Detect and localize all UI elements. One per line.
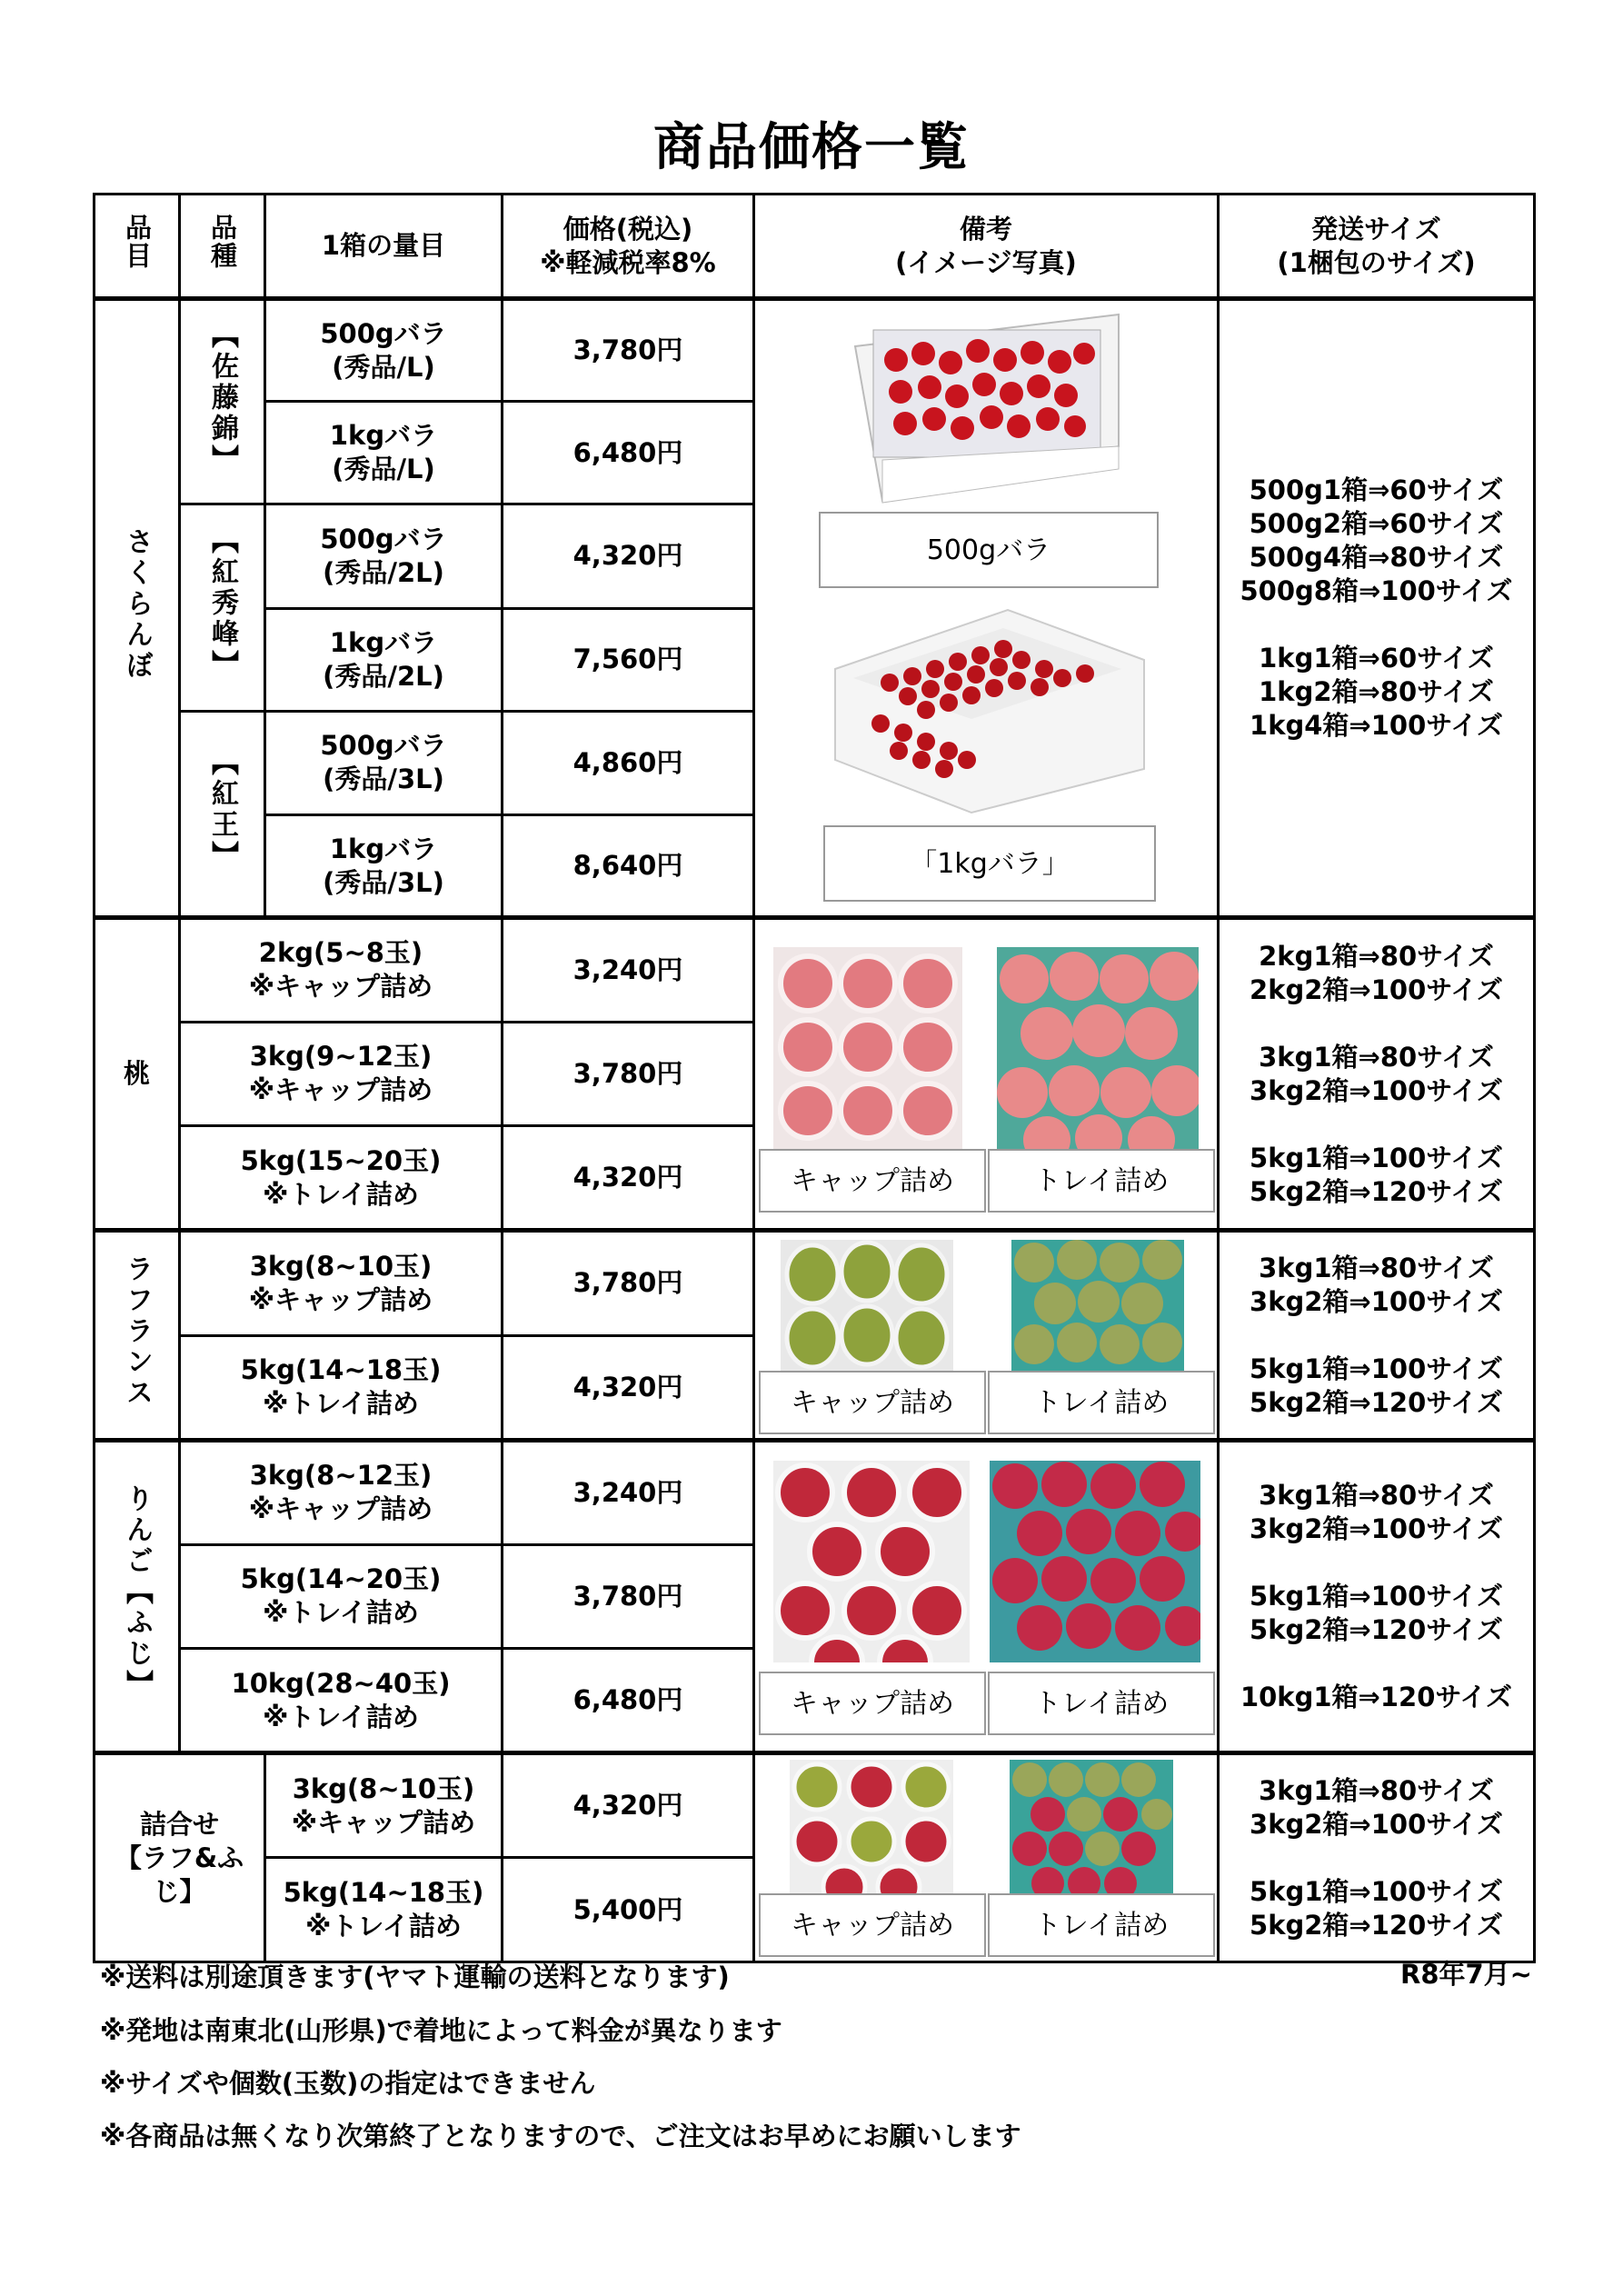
cherry-1kg-photo	[826, 605, 1150, 814]
qty-cell: 500gバラ (秀品/3L)	[265, 711, 503, 815]
price-cell: 7,560円	[503, 608, 754, 711]
cherry-500g-photo	[846, 310, 1128, 508]
price-cell: 4,860円	[503, 711, 754, 815]
page-title: 商品価格一覧	[653, 118, 970, 177]
note-origin: ※発地は南東北(山形県)で着地によって料金が異なります	[100, 2015, 782, 2046]
peach-cap-caption: キャップ詰め	[759, 1149, 986, 1213]
qty-cell: 5kg(14~18玉) ※トレイ詰め	[180, 1335, 503, 1441]
price-cell: 5,400円	[503, 1858, 754, 1962]
ringo-sizes: 3kg1箱⇒80サイズ 3kg2箱⇒100サイズ 5kg1箱⇒100サイズ 5kg2箱⇒120サイズ 10kg1箱⇒120サイズ	[1219, 1441, 1535, 1753]
apple-tray-caption: トレイ詰め	[988, 1672, 1215, 1735]
qty-cell: 5kg(14~18玉) ※トレイ詰め	[265, 1858, 503, 1962]
item-momo: 桃	[95, 918, 180, 1231]
qty-cell: 5kg(14~20玉) ※トレイ詰め	[180, 1544, 503, 1649]
qty-cell: 3kg(8~12玉) ※キャップ詰め	[180, 1441, 503, 1545]
header-size: 発送サイズ (1梱包のサイズ)	[1219, 195, 1535, 299]
apple-cap-caption: キャップ詰め	[759, 1672, 986, 1735]
tsumeawase-photos	[754, 1753, 1219, 1962]
price-cell: 3,780円	[503, 1022, 754, 1126]
pear-tray-caption: トレイ詰め	[988, 1371, 1215, 1434]
variety-beni-shuho: 【紅秀峰】	[180, 504, 265, 712]
price-cell: 4,320円	[503, 1126, 754, 1231]
item-ringo: りんご【ふじ】	[95, 1441, 180, 1753]
momo-photos	[754, 918, 1219, 1231]
header-item: 品目	[95, 195, 180, 299]
price-cell: 6,480円	[503, 1649, 754, 1753]
price-cell: 4,320円	[503, 1753, 754, 1858]
qty-cell: 500gバラ (秀品/2L)	[265, 504, 503, 609]
price-cell: 8,640円	[503, 815, 754, 918]
sakuranbo-sizes: 500g1箱⇒60サイズ 500g2箱⇒60サイズ 500g4箱⇒80サイズ 500g8箱⇒100サイズ 1kg1箱⇒60サイズ 1kg2箱⇒80サイズ 1kg4箱⇒100サイズ	[1219, 299, 1535, 918]
price-cell: 3,780円	[503, 1544, 754, 1649]
variety-beni-oh: 【紅王】	[180, 711, 265, 918]
price-cell: 6,480円	[503, 402, 754, 504]
note-stock: ※各商品は無くなり次第終了となりますので、ご注文はお早めにお願いします	[100, 2121, 1021, 2151]
qty-cell: 1kgバラ (秀品/L)	[265, 402, 503, 504]
price-cell: 4,320円	[503, 504, 754, 609]
lafrance-photos	[754, 1231, 1219, 1441]
mix-cap-caption: キャップ詰め	[759, 1893, 986, 1957]
price-table	[93, 193, 1536, 1963]
peach-tray-caption: トレイ詰め	[988, 1149, 1215, 1213]
peach-cap-photo	[773, 947, 962, 1149]
qty-cell: 10kg(28~40玉) ※トレイ詰め	[180, 1649, 503, 1753]
header-variety: 品種	[180, 195, 265, 299]
qty-cell: 3kg(8~10玉) ※キャップ詰め	[180, 1231, 503, 1336]
ringo-photos	[754, 1441, 1219, 1753]
apple-cap-photo	[773, 1461, 970, 1662]
note-size: ※サイズや個数(玉数)の指定はできません	[100, 2068, 596, 2099]
cherry-500g-caption: 500gバラ	[819, 512, 1159, 588]
momo-sizes: 2kg1箱⇒80サイズ 2kg2箱⇒100サイズ 3kg1箱⇒80サイズ 3kg2箱⇒100サイズ 5kg1箱⇒100サイズ 5kg2箱⇒120サイズ	[1219, 918, 1535, 1231]
item-sakuranbo: さくらんぼ	[95, 299, 180, 918]
pear-tray-photo	[1011, 1240, 1184, 1372]
peach-tray-photo	[997, 947, 1199, 1149]
item-tsumeawase: 詰合せ 【ラフ&ふ じ】	[95, 1753, 265, 1962]
sakuranbo-photos	[754, 299, 1219, 918]
price-cell: 3,780円	[503, 1231, 754, 1336]
qty-cell: 5kg(15~20玉) ※トレイ詰め	[180, 1126, 503, 1231]
price-cell: 3,780円	[503, 299, 754, 402]
qty-cell: 1kgバラ (秀品/3L)	[265, 815, 503, 918]
cherry-1kg-caption: 「1kgバラ」	[823, 825, 1156, 902]
mix-tray-caption: トレイ詰め	[988, 1893, 1215, 1957]
pear-cap-caption: キャップ詰め	[759, 1371, 986, 1434]
header-note: 備考 (イメージ写真)	[754, 195, 1219, 299]
qty-cell: 3kg(9~12玉) ※キャップ詰め	[180, 1022, 503, 1126]
mix-cap-photo	[790, 1760, 953, 1896]
qty-cell: 1kgバラ (秀品/2L)	[265, 608, 503, 711]
variety-satonishiki: 【佐藤錦】	[180, 299, 265, 504]
mix-tray-photo	[1010, 1760, 1173, 1896]
header-qty: 1箱の量目	[265, 195, 503, 299]
header-price: 価格(税込) ※軽減税率8%	[503, 195, 754, 299]
price-cell: 4,320円	[503, 1335, 754, 1441]
qty-cell: 2kg(5~8玉) ※キャップ詰め	[180, 918, 503, 1023]
qty-cell: 500gバラ (秀品/L)	[265, 299, 503, 402]
pear-cap-photo	[781, 1240, 953, 1372]
effective-date: R8年7月~	[1400, 1959, 1532, 1990]
price-cell: 3,240円	[503, 918, 754, 1023]
tsumeawase-sizes: 3kg1箱⇒80サイズ 3kg2箱⇒100サイズ 5kg1箱⇒100サイズ 5kg2箱⇒120サイズ	[1219, 1753, 1535, 1962]
note-shipping: ※送料は別途頂きます(ヤマト運輸の送料となります)	[100, 1962, 730, 1992]
header-row	[95, 195, 1535, 299]
lafrance-sizes: 3kg1箱⇒80サイズ 3kg2箱⇒100サイズ 5kg1箱⇒100サイズ 5kg2箱⇒120サイズ	[1219, 1231, 1535, 1441]
item-lafrance: ラフランス	[95, 1231, 180, 1441]
price-cell: 3,240円	[503, 1441, 754, 1545]
apple-tray-photo	[990, 1461, 1200, 1662]
qty-cell: 3kg(8~10玉) ※キャップ詰め	[265, 1753, 503, 1858]
